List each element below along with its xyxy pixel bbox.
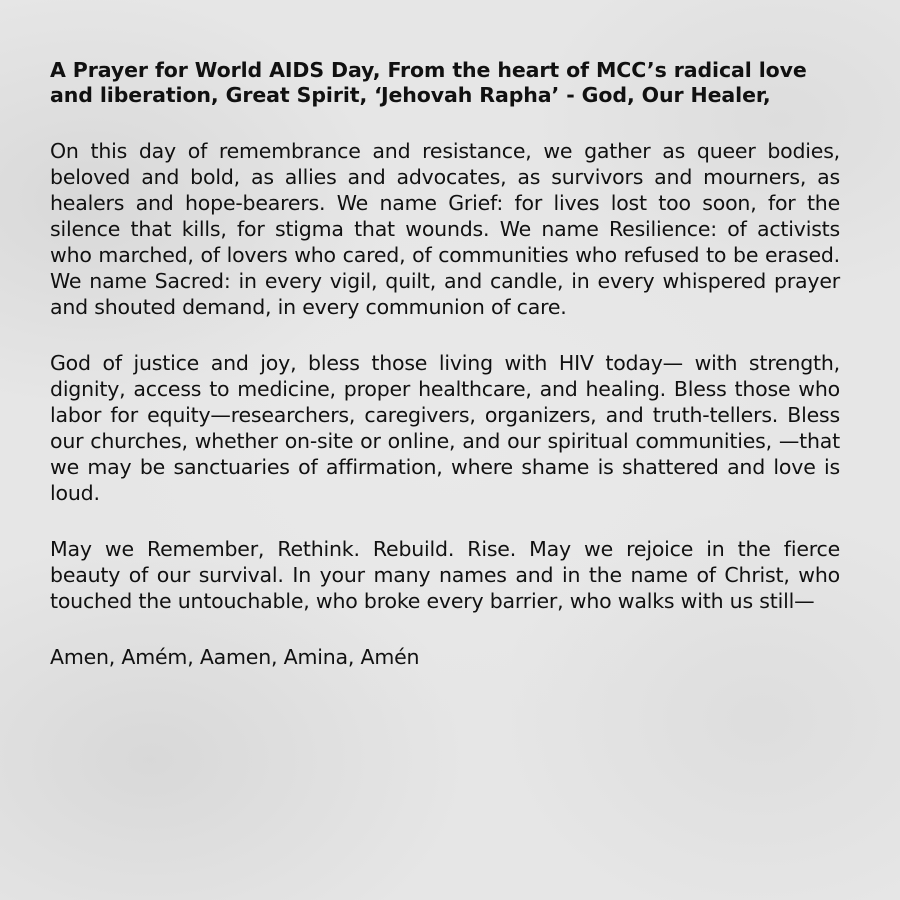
paragraph-rise: May we Remember, Rethink. Rebuild. Rise. May we rejoice in the fierce beauty of our survival. In your many names and in the name of Christ, who touched the untouchable, who broke every barrier, who walks with us still— [50, 537, 840, 613]
paragraph-remembrance: On this day of remembrance and resistance, we gather as queer bodies, beloved and bold, as allies and advocates, as survivors and mourners, as healers and hope-bearers. We name Grief: for lives lost too soon, for the silence that kills, for stigma that wounds. We name Resilience: of activists who marched, of lovers who cared, of communities who refused to be erased. We name Sacred: in every vigil, quilt, and candle, in every whispered prayer and shouted demand, in every communion of care. [50, 139, 840, 319]
paragraph-amen: Amen, Amém, Aamen, Amina, Amén [50, 645, 420, 669]
prayer-text-block [50, 58, 840, 670]
paragraph-blessing: God of justice and joy, bless those living with HIV today— with strength, dignity, access to medicine, proper healthcare, and healing. Bless those who labor for equity—researchers, caregivers, organizers, and truth-tellers. Bless our churches, whether on-site or online, and our spiritual communities, —that we may be sanctuaries of affirmation, where shame is shattered and love is loud. [50, 351, 840, 505]
prayer-title: A Prayer for World AIDS Day, From the heart of MCC’s radical love and liberation, Great Spirit, ‘Jehovah Rapha’ - God, Our Healer, [50, 58, 807, 107]
